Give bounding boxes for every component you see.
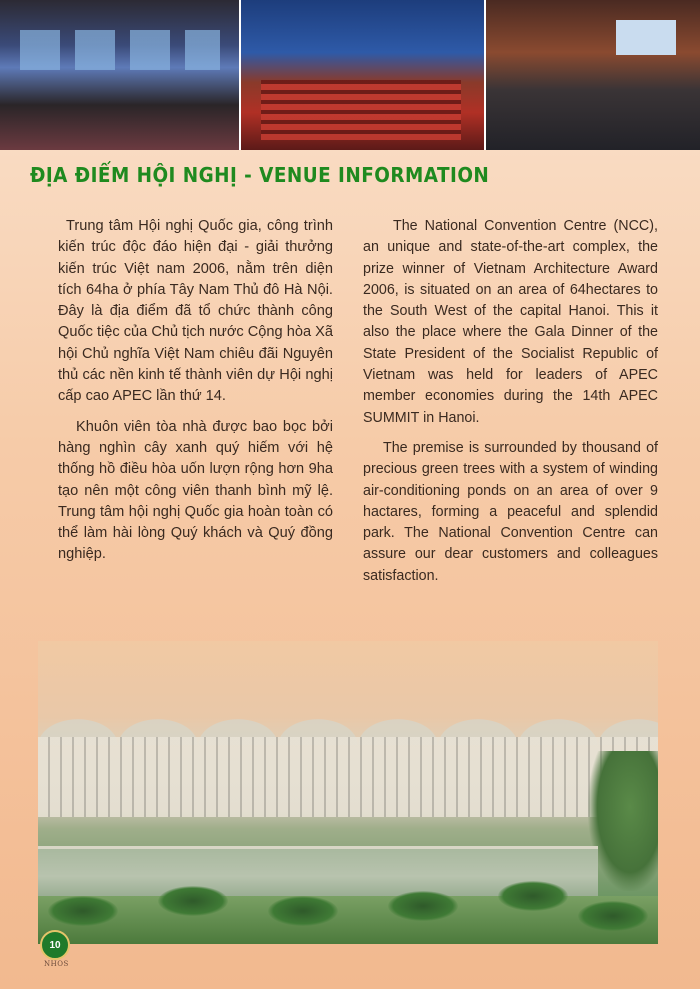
page-heading: ĐỊA ĐIỂM HỘI NGHỊ - VENUE INFORMATION bbox=[30, 163, 490, 187]
vietnamese-paragraph: Trung tâm Hội nghị Quốc gia, công trình kiến trúc độc đáo hiện đại - giải thưởng kiến trúc Việt nam 2006, nằm trên diện tích 64ha ở phía Tây Nam Thủ đô Hà Nội. Đây là địa điểm đã tổ chức thành công Quốc tiệc của Chủ tịch nước Cộng hòa Xã hội Chủ nghĩa Việt Nam chiêu đãi Nguyên thủ các nền kinh tế thành viên dự Hội nghị cấp cao APEC lần thứ 14. bbox=[58, 218, 333, 405]
palm-shrub bbox=[48, 896, 118, 926]
convention-centre-photo bbox=[38, 641, 658, 944]
palm-shrub bbox=[498, 881, 568, 911]
palm-shrub bbox=[388, 891, 458, 921]
palm-shrub bbox=[268, 896, 338, 926]
page-number-badge: 10 bbox=[40, 930, 70, 960]
building-facade bbox=[38, 737, 658, 817]
meeting-audience-photo bbox=[486, 0, 700, 150]
vietnamese-column bbox=[58, 216, 333, 575]
assembly-hall-photo bbox=[241, 0, 484, 150]
brand-mark: NHOS bbox=[44, 960, 69, 968]
english-paragraph: The premise is surrounded by thousand of precious green trees with a system of winding air-conditioning ponds on an area of over 9 hactares, forming a peaceful and splendid park. The National Convention Centre can assure our dear customers and colleagues satisfaction. bbox=[363, 439, 658, 584]
header-photo-strip bbox=[0, 0, 700, 150]
english-column bbox=[363, 216, 658, 596]
vietnamese-paragraph: Khuôn viên tòa nhà được bao bọc bởi hàng nghìn cây xanh quý hiếm với hệ thống hồ điều hòa uốn lượn rộng hơn 9ha tạo nên một công viên thanh bình mỹ lệ. Trung tâm hội nghị Quốc gia hoàn toàn có thể làm hài lòng Quý khách và Quý đồng nghiệp. bbox=[58, 418, 333, 563]
palm-shrub bbox=[578, 901, 648, 931]
conference-room-photo bbox=[0, 0, 239, 150]
english-paragraph: The National Convention Centre (NCC), an unique and state-of-the-art complex, the prize winner of Vietnam Architecture Award 2006, is situated on an area of 64hectares to the South West of the capital Hanoi. This it also the place where the Gala Dinner of the State President of the Socialist Republic of Vietnam was held for leaders of APEC member economies during the 14th APEC SUMMIT in Hanoi. bbox=[363, 218, 658, 426]
tree bbox=[588, 751, 658, 891]
lawn bbox=[38, 896, 658, 944]
palm-shrub bbox=[158, 886, 228, 916]
